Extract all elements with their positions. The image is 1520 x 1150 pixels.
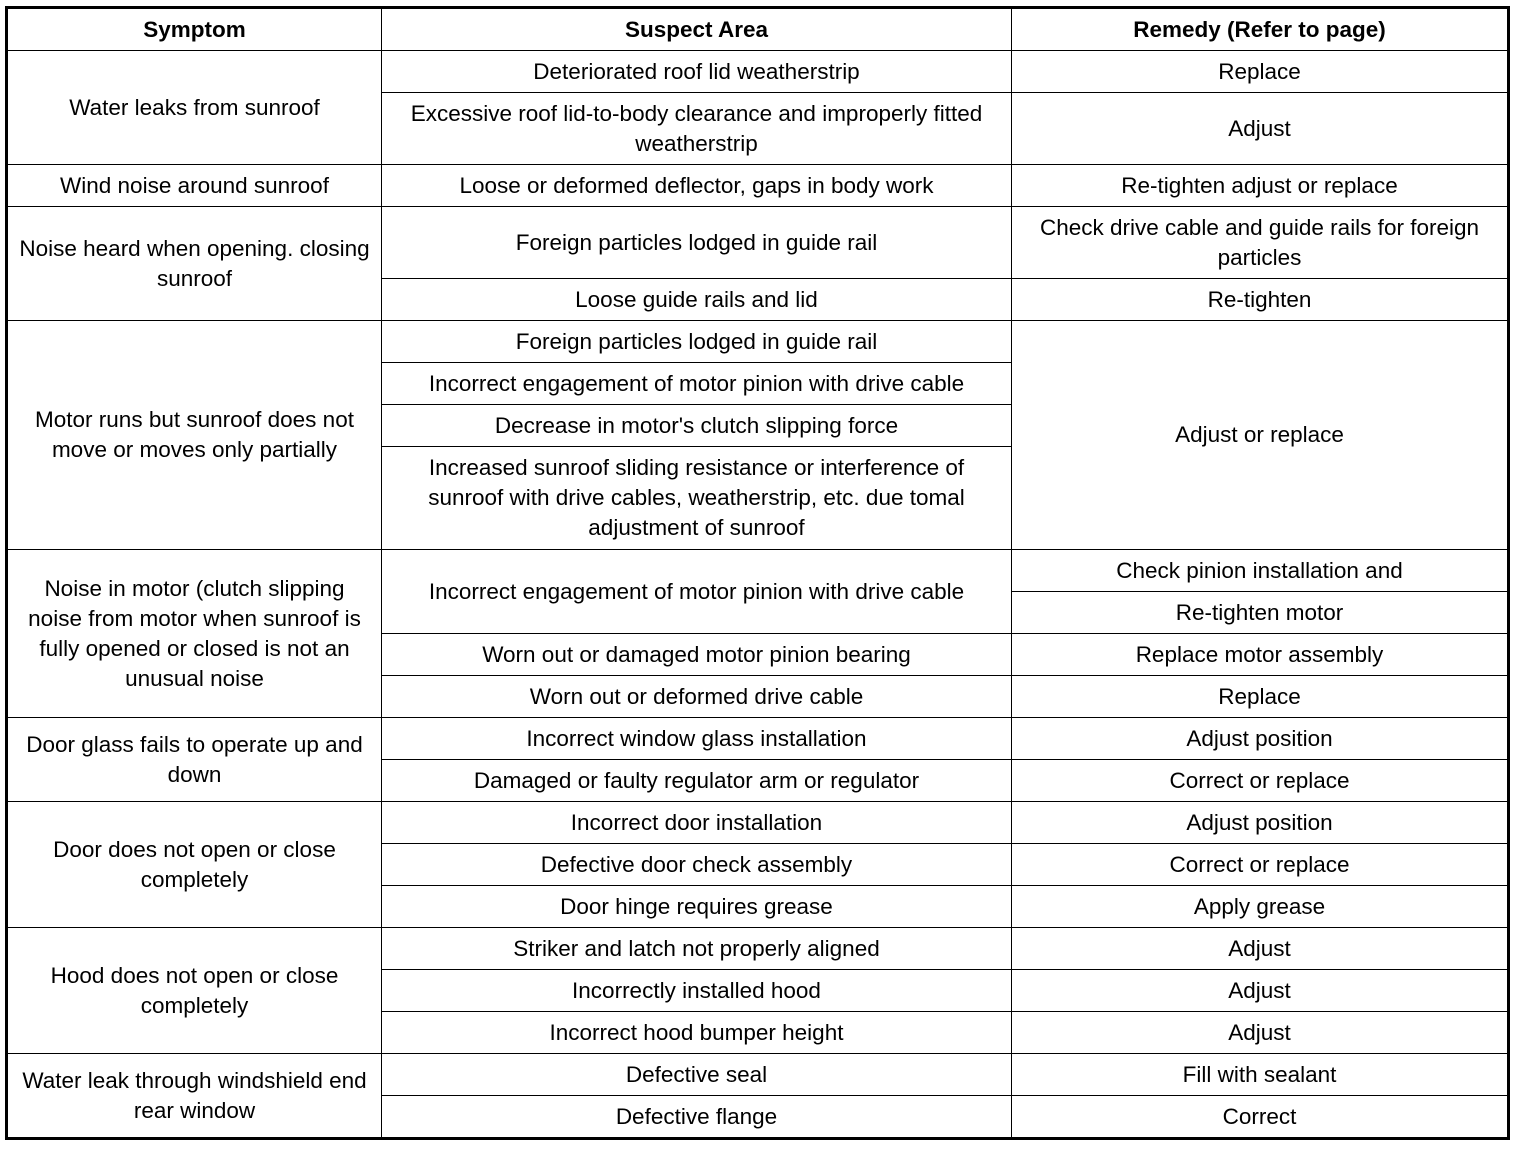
symptom-cell: Motor runs but sunroof does not move or moves only partially xyxy=(7,321,382,550)
table-row xyxy=(7,321,1509,363)
remedy-cell: Adjust position xyxy=(1012,718,1509,760)
symptom-cell: Water leaks from sunroof xyxy=(7,51,382,165)
remedy-cell: Adjust xyxy=(1012,93,1509,165)
symptom-cell: Hood does not open or close completely xyxy=(7,928,382,1054)
remedy-cell: Adjust xyxy=(1012,928,1509,970)
table-row xyxy=(7,207,1509,279)
suspect-cell: Door hinge requires grease xyxy=(382,886,1012,928)
suspect-cell: Defective flange xyxy=(382,1096,1012,1139)
suspect-cell: Incorrect window glass installation xyxy=(382,718,1012,760)
remedy-cell: Adjust xyxy=(1012,1012,1509,1054)
suspect-cell: Decrease in motor's clutch slipping force xyxy=(382,405,1012,447)
symptom-cell: Door glass fails to operate up and down xyxy=(7,718,382,802)
remedy-cell: Replace xyxy=(1012,676,1509,718)
header-suspect-area: Suspect Area xyxy=(382,8,1012,51)
header-symptom: Symptom xyxy=(7,8,382,51)
remedy-cell: Replace xyxy=(1012,51,1509,93)
suspect-cell: Incorrect door installation xyxy=(382,802,1012,844)
suspect-cell: Excessive roof lid-to-body clearance and improperly fitted weatherstrip xyxy=(382,93,1012,165)
suspect-cell: Defective door check assembly xyxy=(382,844,1012,886)
remedy-cell: Adjust xyxy=(1012,970,1509,1012)
remedy-cell: Correct or replace xyxy=(1012,760,1509,802)
suspect-cell: Incorrect engagement of motor pinion with drive cable xyxy=(382,363,1012,405)
table-row xyxy=(7,802,1509,844)
suspect-cell: Loose guide rails and lid xyxy=(382,279,1012,321)
symptom-cell: Noise in motor (clutch slipping noise from motor when sunroof is fully opened or closed is not an unusual noise xyxy=(7,550,382,718)
table-row xyxy=(7,718,1509,760)
suspect-cell: Incorrect engagement of motor pinion with drive cable xyxy=(382,550,1012,634)
symptom-cell: Door does not open or close completely xyxy=(7,802,382,928)
remedy-cell: Apply grease xyxy=(1012,886,1509,928)
remedy-cell: Correct xyxy=(1012,1096,1509,1139)
table-row xyxy=(7,1054,1509,1096)
suspect-cell: Deteriorated roof lid weatherstrip xyxy=(382,51,1012,93)
table-row xyxy=(7,51,1509,93)
suspect-cell: Defective seal xyxy=(382,1054,1012,1096)
remedy-cell: Replace motor assembly xyxy=(1012,634,1509,676)
header-row xyxy=(7,8,1509,51)
remedy-cell: Correct or replace xyxy=(1012,844,1509,886)
suspect-cell: Incorrectly installed hood xyxy=(382,970,1012,1012)
suspect-cell: Worn out or damaged motor pinion bearing xyxy=(382,634,1012,676)
table-row xyxy=(7,550,1509,592)
suspect-cell: Damaged or faulty regulator arm or regulator xyxy=(382,760,1012,802)
remedy-cell: Re-tighten xyxy=(1012,279,1509,321)
remedy-cell: Fill with sealant xyxy=(1012,1054,1509,1096)
suspect-cell: Striker and latch not properly aligned xyxy=(382,928,1012,970)
remedy-cell: Re-tighten motor xyxy=(1012,592,1509,634)
troubleshooting-table xyxy=(5,6,1510,1140)
suspect-cell: Worn out or deformed drive cable xyxy=(382,676,1012,718)
suspect-cell: Foreign particles lodged in guide rail xyxy=(382,321,1012,363)
table-row xyxy=(7,928,1509,970)
remedy-cell: Check pinion installation and xyxy=(1012,550,1509,592)
table-row xyxy=(7,165,1509,207)
symptom-cell: Noise heard when opening. closing sunroof xyxy=(7,207,382,321)
remedy-cell: Adjust or replace xyxy=(1012,321,1509,550)
header-remedy: Remedy (Refer to page) xyxy=(1012,8,1509,51)
remedy-cell: Check drive cable and guide rails for foreign particles xyxy=(1012,207,1509,279)
remedy-cell: Re-tighten adjust or replace xyxy=(1012,165,1509,207)
suspect-cell: Loose or deformed deflector, gaps in body work xyxy=(382,165,1012,207)
symptom-cell: Water leak through windshield end rear window xyxy=(7,1054,382,1139)
suspect-cell: Incorrect hood bumper height xyxy=(382,1012,1012,1054)
suspect-cell: Foreign particles lodged in guide rail xyxy=(382,207,1012,279)
suspect-cell: Increased sunroof sliding resistance or interference of sunroof with drive cables, weatherstrip, etc. due tomal adjustment of sunroof xyxy=(382,447,1012,550)
remedy-cell: Adjust position xyxy=(1012,802,1509,844)
symptom-cell: Wind noise around sunroof xyxy=(7,165,382,207)
